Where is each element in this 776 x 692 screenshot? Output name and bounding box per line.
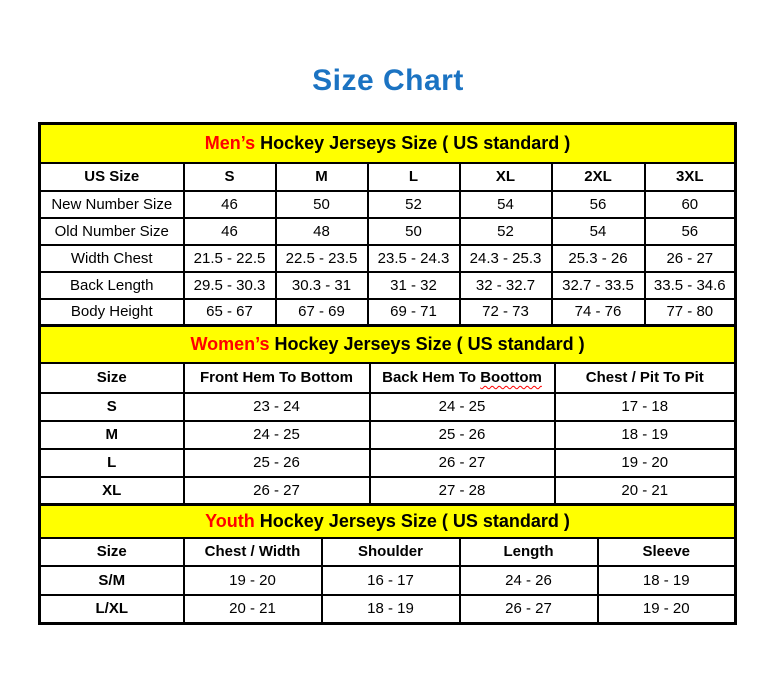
table-row [40,191,736,218]
row-label: L/XL [40,595,184,624]
row-label: L [40,449,184,477]
data-cell: 77 - 80 [645,299,736,326]
column-header: L [368,163,460,191]
data-cell: 20 - 21 [555,477,736,505]
data-cell: 25 - 26 [184,449,370,477]
column-header: S [184,163,276,191]
column-header: Shoulder [322,538,460,566]
column-header: Size [40,538,184,566]
data-cell: 32.7 - 33.5 [552,272,645,299]
data-cell: 46 [184,191,276,218]
table-row [40,272,736,299]
data-cell: 33.5 - 34.6 [645,272,736,299]
data-cell: 56 [645,218,736,245]
data-cell: 17 - 18 [555,393,736,421]
data-cell: 54 [552,218,645,245]
youth-size-table [38,503,737,625]
youth-section-header-row [40,505,736,538]
data-cell: 50 [368,218,460,245]
data-cell: 50 [276,191,368,218]
data-cell: 21.5 - 22.5 [184,245,276,272]
row-label: Back Length [40,272,184,299]
data-cell: 72 - 73 [460,299,552,326]
youth-column-header-row [40,538,736,566]
data-cell: 19 - 20 [598,595,736,624]
womens-column-header-row [40,363,736,393]
data-cell: 56 [552,191,645,218]
data-cell: 69 - 71 [368,299,460,326]
mens-section-rest: Hockey Jerseys Size ( US standard ) [260,132,571,153]
data-cell: 23.5 - 24.3 [368,245,460,272]
data-cell: 48 [276,218,368,245]
womens-section-header [40,326,736,363]
size-chart [38,122,734,625]
data-cell: 16 - 17 [322,566,460,595]
data-cell: 30.3 - 31 [276,272,368,299]
mens-column-header-row [40,163,736,191]
table-row [40,595,736,624]
data-cell: 74 - 76 [552,299,645,326]
data-cell: 67 - 69 [276,299,368,326]
table-row [40,245,736,272]
table-row [40,218,736,245]
data-cell: 65 - 67 [184,299,276,326]
youth-section-header [40,505,736,538]
data-cell: 46 [184,218,276,245]
data-cell: 25.3 - 26 [552,245,645,272]
data-cell: 18 - 19 [598,566,736,595]
data-cell: 18 - 19 [555,421,736,449]
mens-size-table [38,122,737,327]
column-header: 3XL [645,163,736,191]
column-header: Chest / Width [184,538,322,566]
data-cell: 60 [645,191,736,218]
data-cell: 25 - 26 [370,421,555,449]
column-header: Size [40,363,184,393]
column-header: US Size [40,163,184,191]
data-cell: 26 - 27 [460,595,598,624]
data-cell: 19 - 20 [555,449,736,477]
data-cell: 24 - 26 [460,566,598,595]
data-cell: 26 - 27 [184,477,370,505]
column-header: Front Hem To Bottom [184,363,370,393]
mens-section-label: Men’s [204,132,256,153]
data-cell: 18 - 19 [322,595,460,624]
data-cell: 22.5 - 23.5 [276,245,368,272]
data-cell: 26 - 27 [370,449,555,477]
table-row [40,393,736,421]
misspelled-word: Boottom [480,369,542,386]
row-label: XL [40,477,184,505]
data-cell: 29.5 - 30.3 [184,272,276,299]
column-header: M [276,163,368,191]
youth-section-label: Youth [205,510,255,531]
mens-section-header [40,124,736,163]
womens-size-table [38,324,737,506]
data-cell: 24.3 - 25.3 [460,245,552,272]
womens-section-header-row [40,326,736,363]
data-cell: 20 - 21 [184,595,322,624]
column-header: Chest / Pit To Pit [555,363,736,393]
column-header: 2XL [552,163,645,191]
data-cell: 19 - 20 [184,566,322,595]
table-row [40,566,736,595]
data-cell: 23 - 24 [184,393,370,421]
mens-section-header-row [40,124,736,163]
row-label: M [40,421,184,449]
data-cell: 31 - 32 [368,272,460,299]
row-label: Width Chest [40,245,184,272]
table-row [40,477,736,505]
column-header-misspelled [370,363,555,393]
data-cell: 52 [368,191,460,218]
row-label: Body Height [40,299,184,326]
row-label: Old Number Size [40,218,184,245]
row-label: S [40,393,184,421]
data-cell: 27 - 28 [370,477,555,505]
womens-section-label: Women’s [190,333,270,354]
data-cell: 32 - 32.7 [460,272,552,299]
column-header: Length [460,538,598,566]
data-cell: 54 [460,191,552,218]
row-label: S/M [40,566,184,595]
column-header: XL [460,163,552,191]
row-label: New Number Size [40,191,184,218]
column-header: Sleeve [598,538,736,566]
data-cell: 24 - 25 [184,421,370,449]
data-cell: 24 - 25 [370,393,555,421]
youth-section-rest: Hockey Jerseys Size ( US standard ) [259,510,570,531]
table-row [40,449,736,477]
table-row [40,299,736,326]
page-title: Size Chart [312,64,464,97]
column-header-text: Back Hem To [382,369,477,386]
data-cell: 52 [460,218,552,245]
womens-section-rest: Hockey Jerseys Size ( US standard ) [274,333,585,354]
table-row [40,421,736,449]
data-cell: 26 - 27 [645,245,736,272]
